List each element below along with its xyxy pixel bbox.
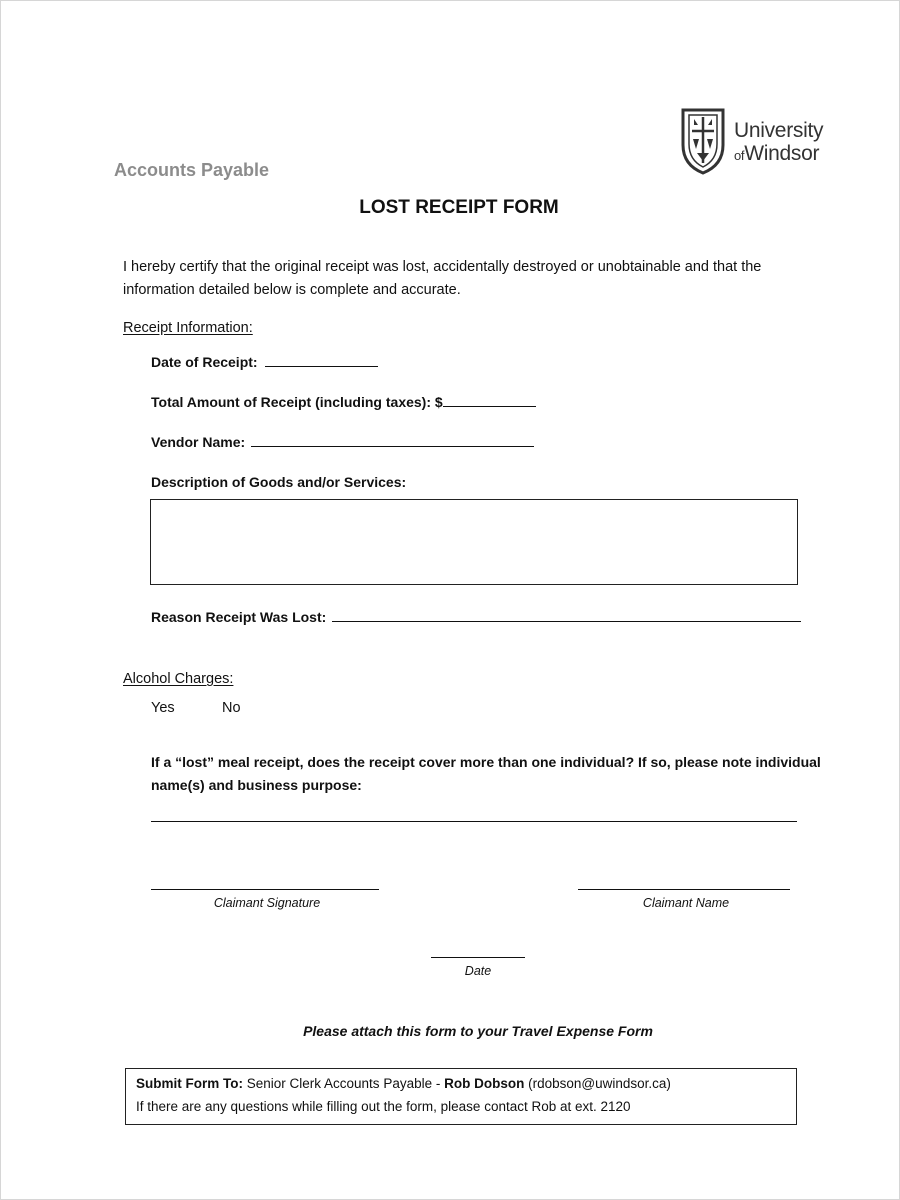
- certification-text: I hereby certify that the original receipt was lost, accidentally destroyed or unobtainable and that the information detailed below is complete and accurate.: [123, 259, 762, 298]
- receipt-section-label: Receipt Information:: [123, 320, 253, 336]
- reason-field[interactable]: [332, 609, 801, 622]
- reason-row: [151, 609, 801, 625]
- vendor-name-label: Vendor Name:: [151, 434, 246, 450]
- reason-label: Reason Receipt Was Lost:: [151, 609, 327, 625]
- date-of-receipt-label: Date of Receipt:: [151, 354, 258, 370]
- meal-details-field[interactable]: [151, 821, 797, 822]
- total-amount-field[interactable]: [443, 394, 536, 407]
- submit-contact-name: Rob Dobson: [444, 1076, 525, 1091]
- logo-windsor: Windsor: [744, 142, 820, 165]
- department-title: Accounts Payable: [114, 160, 270, 180]
- logo-wordmark: [734, 119, 823, 167]
- vendor-name-row: [151, 434, 534, 450]
- form-title: LOST RECEIPT FORM: [359, 197, 559, 218]
- alcohol-section-label: Alcohol Charges:: [123, 671, 234, 687]
- submit-to-line: [136, 1076, 671, 1091]
- claimant-signature-caption: Claimant Signature: [213, 896, 321, 910]
- description-box[interactable]: [150, 499, 798, 585]
- meal-receipt-question: If a “lost” meal receipt, does the receipt cover more than one individual? If so, please note individual name(s) and business purpose:: [151, 754, 821, 793]
- submit-info-box: [125, 1068, 797, 1125]
- total-amount-label: Total Amount of Receipt (including taxes): $: [151, 394, 443, 410]
- description-label: Description of Goods and/or Services:: [151, 474, 407, 490]
- date-signature-line[interactable]: [431, 957, 525, 958]
- submit-label: Submit Form To:: [136, 1076, 243, 1091]
- claimant-name-caption: Claimant Name: [642, 896, 730, 910]
- crest-icon: [680, 107, 726, 175]
- alcohol-no-option[interactable]: No: [222, 700, 241, 716]
- submit-contact-email[interactable]: (rdobson@uwindsor.ca): [524, 1076, 671, 1091]
- vendor-name-field[interactable]: [251, 434, 534, 447]
- claimant-name-line[interactable]: [578, 889, 790, 890]
- date-of-receipt-field[interactable]: [265, 354, 378, 367]
- logo-line-windsor: [734, 142, 823, 167]
- university-logo: [680, 107, 840, 177]
- questions-note: If there are any questions while filling out the form, please contact Rob at ext. 2120: [136, 1099, 631, 1114]
- submit-recipient: Senior Clerk Accounts Payable -: [243, 1076, 445, 1091]
- total-amount-row: [151, 394, 536, 410]
- date-caption: Date: [464, 964, 492, 978]
- attach-note: Please attach this form to your Travel Expense Form: [303, 1023, 653, 1039]
- alcohol-yes-option[interactable]: Yes: [151, 700, 175, 716]
- date-of-receipt-row: [151, 354, 378, 370]
- logo-of: of: [734, 148, 745, 163]
- logo-line-university: University: [734, 119, 824, 142]
- claimant-signature-line[interactable]: [151, 889, 379, 890]
